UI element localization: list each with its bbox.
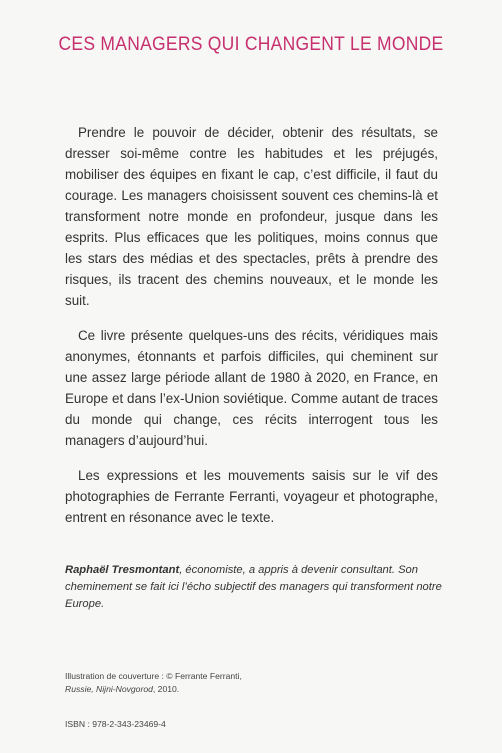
author-bio (65, 562, 450, 613)
book-title: CES MANAGERS QUI CHANGENT LE MONDE (58, 34, 444, 55)
back-cover-blurb (65, 122, 438, 542)
credit-place: Russie, Nijni-Novgorod (65, 684, 153, 694)
blurb-paragraph-2 (65, 325, 438, 451)
author-description: , économiste, a appris à devenir consultant. Son cheminement se fait ici l’écho subjectif des managers qui transforment notre Europe. (65, 564, 442, 610)
blurb-text-2: Ce livre présente quelques-uns des récits, véridiques mais anonymes, étonnants et parfois difficiles, qui cheminent sur une assez large période allant de 1980 à 2020, en France, en Europe et dans l’ex-Union soviétique. Comme autant de traces du monde qui change, ces récits interrogent tous les managers d’aujourd’hui. (65, 328, 438, 448)
blurb-text-3: Les expressions et les mouvements saisis sur le vif des photographies de Ferrante Ferranti, voyageur et photographe, entrent en résonance avec le texte. (65, 468, 438, 525)
blurb-paragraph-3 (65, 465, 438, 528)
cover-credit (65, 670, 255, 696)
author-name: Raphaël Tresmontant (65, 564, 180, 576)
blurb-paragraph-1 (65, 122, 438, 311)
blurb-text-1: Prendre le pouvoir de décider, obtenir des résultats, se dresser soi-même contre les habitudes et les préjugés, mobiliser des équipes en fixant le cap, c’est difficile, il faut du courage. Les managers choisissent souvent ces chemins-là et transforment notre monde en profondeur, jusque dans les esprits. Plus efficaces que les politiques, moins connus que les stars des médias et des spectacles, prêts à prendre des risques, ils tracent des chemins nouveaux, et le monde les suit. (65, 125, 438, 308)
credit-year: , 2010. (152, 684, 180, 694)
isbn-number: ISBN : 978-2-343-23469-4 (65, 719, 166, 729)
credit-line-1: Illustration de couverture : © Ferrante Ferranti, (65, 671, 242, 681)
